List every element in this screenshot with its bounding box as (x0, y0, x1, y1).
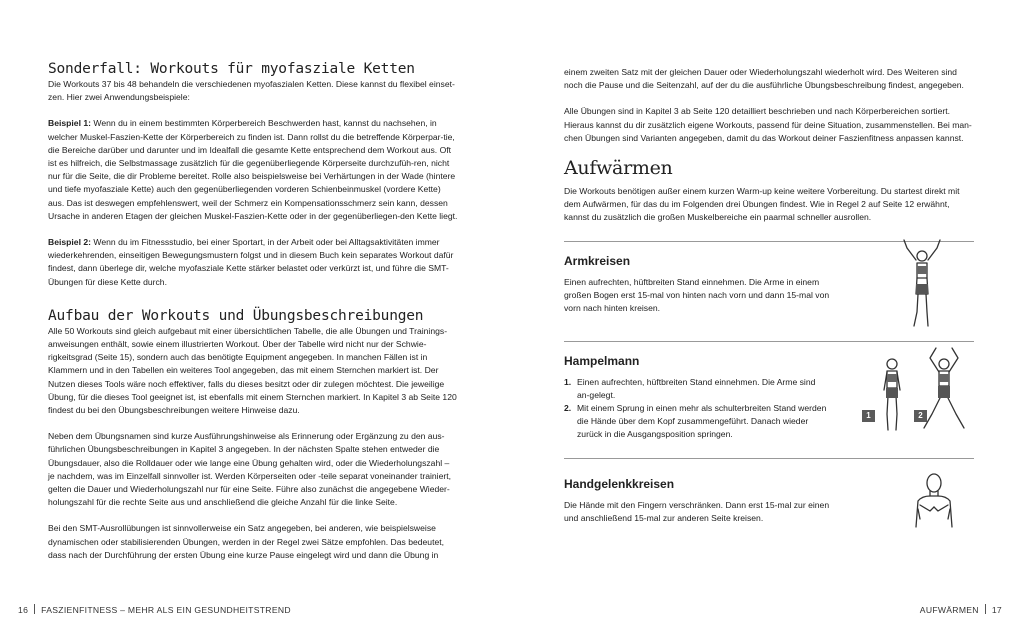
heading-aufwaermen: Aufwärmen (564, 157, 673, 180)
left-column (48, 60, 458, 562)
arm-circles-figure-icon (897, 236, 947, 330)
exercise-armkreisen (564, 242, 974, 341)
exercise-description: Die Hände mit den Fingern verschränken. Dann erst 15-mal zur einen und anschließend 15-mal zur anderen Seite kreisen. (564, 499, 830, 523)
continuation-paragraph: einem zweiten Satz mit der gleichen Dauer oder Wiederholungszahl wiederholt wird. Des Weiteren sind noch die Pause und die Seitenzahl, auf der du die ausführliche Übungsbeschreibung findest, angegeben. (564, 67, 964, 91)
page-number-left: 16 (18, 605, 29, 615)
right-page (510, 0, 1020, 644)
exercise-hampelmann (564, 342, 974, 458)
exercise-steps (564, 376, 829, 442)
step-text: Einen aufrechten, hüftbreiten Stand einnehmen. Die Arme sind an-gelegt. (577, 376, 816, 400)
page-number-right: 17 (991, 605, 1002, 615)
jumping-jack-start-figure-icon (874, 356, 910, 434)
footer-separator (985, 604, 986, 614)
running-head-left: FASZIENFITNESS – MEHR ALS EIN GESUNDHEITSTREND (41, 605, 291, 615)
aufwaermen-intro: Die Workouts benötigen außer einem kurzen Warm-up keine weitere Vorbereitung. Du startest direkt mit dem Aufwärmen, für das du im Folgenden drei Übungen findest. Wie in Regel 2 auf Seite 12 erwähnt, kannst du zusätzlich die großen Muskelbereiche ein paarmal schneller ausrollen. (564, 186, 960, 223)
structure-paragraph-1: Alle 50 Workouts sind gleich aufgebaut mit einer übersichtlichen Tabelle, die alle Übungen und Trainings-anweisungen enthält, sowie einem illustrierten Workout. Über der Tabelle wird nicht nur der Schwie-rigkeitsgrad (Seite 15), sondern auch das benötigte Equipment angegeben. In manchen Fällen ist in Klammern und in den Tabellen ein weiteres Tool angegeben, das mit einem Sternchen markiert ist. Der Nutzen dieses Tools wäre noch effektiver, falls du dieses besitzt oder dir zulegen möchtest. Die jeweilige Übung, für die dieses Tool geeignet ist, ist ebenfalls mit einem Sternchen markiert. In Kapitel 3 ab Seite 120 findest du bei den Übungsbeschreibungen weitere Hinweise dazu. (48, 325, 457, 416)
step-number: 2. (564, 403, 572, 414)
step-item (564, 376, 829, 402)
footer-right (920, 604, 1002, 615)
chapter3-paragraph: Alle Übungen sind in Kapitel 3 ab Seite 120 detailliert beschrieben und nach Körperbereichen sortiert. Hieraus kannst du dir zusätzlich eigene Workouts, passend für deine Situation, zusammenstellen. Bei man-chen Übungen sind Varianten angegeben, damit du das Workout deiner Faszienfitness anpassen kannst. (564, 106, 972, 143)
footer-separator (34, 604, 35, 614)
structure-paragraph-2: Neben dem Übungsnamen sind kurze Ausführungshinweise als Erinnerung oder Ergänzung zu den aus-führlichen Übungsbeschreibungen in Kapitel 3 angegeben. In der nächsten Spalte stehen entweder die Übungsdauer, also die Rolldauer oder wie lange eine Übung gehalten wird, oder die Wiederholungszahl – je nachdem, was im Einzelfall sinnvoller ist. Werden Körperseiten oder -teile separat voneinander trainiert, gelten die Dauer und Wiederholungszahl nur für eine Seite. Führe also zunächst die angegebene Wieder-holungszahl für die rechte Seite aus und anschließend die gleiche Anzahl für die linke Seite. (48, 431, 451, 508)
example-1 (48, 117, 458, 223)
section-title-structure: Aufbau der Workouts und Übungsbeschreibungen (48, 307, 424, 324)
exercise-title: Hampelmann (564, 353, 640, 368)
exercise-description: Einen aufrechten, hüftbreiten Stand einnehmen. Die Arme in einem großen Bogen erst 15-mal von hinten nach vorn und dann 15-mal von vorn nach hinten kreisen. (564, 276, 830, 314)
running-head-right: AUFWÄRMEN (919, 605, 979, 615)
structure-paragraph-3: Bei den SMT-Ausrollübungen ist sinnvollerweise ein Satz angegeben, bei anderen, wie beispielsweise dynamischen oder stabilisierenden Übungen, werden in der Regel zwei Sätze empfohlen. Das bedeutet, dass nach der Durchführung der ersten Übung eine kurze Pause eingelegt wird und dann die Übung in (48, 523, 445, 560)
section-title-myofascial: Sonderfall: Workouts für myofasziale Ketten (48, 61, 415, 77)
step-badge-2: 2 (914, 410, 927, 422)
right-column (564, 66, 974, 539)
step-item (564, 402, 829, 442)
wrist-circles-figure-icon (906, 469, 962, 529)
exercise-title: Armkreisen (564, 253, 631, 268)
example-1-label: Beispiel 1: (48, 118, 91, 129)
exercise-handgelenkkreisen (564, 459, 974, 539)
section-intro: Die Workouts 37 bis 48 behandeln die verschiedenen myofaszialen Ketten. Diese kannst du flexibel einset-zen. Hier zwei Anwendungsbeispiele: (48, 79, 455, 103)
step-text: Mit einem Sprung in einen mehr als schulterbreiten Stand werden die Hände über dem Kopf zusammengeführt. Danach wieder zurück in die Ausgangsposition springen. (577, 403, 827, 440)
step-number: 1. (564, 376, 572, 387)
example-1-text: Wenn du in einem bestimmten Körperbereich Beschwerden hast, kannst du nachsehen, in welcher Muskel-Faszien-Kette der Körperbereich zu finden ist. Dann rollst du die betreffende Körperpar-tie, die Bereiche darüber und darunter und im Idealfall die gesamte Kette entsprechend dem Workout aus. Oft ist es hilfreich, die Selbstmassage zusätzlich für die gegenüberliegende Körperseite durchzufüh-ren, nicht nur für die Seite, die dir Probleme bereitet. Rolle also beispielsweise bei Verhärtungen in der Wade (hintere und tiefe myofasziale Kette) auch den gegenüberliegenden vorderen Schienbeinmuskel (vordere Kette) aus. Das ist deswegen empfehlenswert, weil der Schmerz ein Kompensationsschmerz sein kann, dessen Ursache in anderen Etagen der gleichen Muskel-Faszien-Kette oder in der gegenüberliegen-den Kette liegt. (48, 118, 458, 221)
step-badge-1: 1 (862, 410, 875, 422)
footer-left (18, 604, 291, 615)
example-2-text: Wenn du im Fitnessstudio, bei einer Sportart, in der Arbeit oder bei Alltagsaktivitäten immer wiederkehrenden, einseitigen Bewegungsmustern folgst und in diesem Buch kein separates Workout dafür findest, dann überlege dir, welche myofasziale Kette stärker belastet oder verkürzt ist, und führe die SMT-Übungen für diese Kette durch. (48, 237, 454, 287)
example-2-label: Beispiel 2: (48, 237, 91, 248)
example-2 (48, 236, 458, 289)
exercise-title: Handgelenkkreisen (564, 476, 675, 491)
